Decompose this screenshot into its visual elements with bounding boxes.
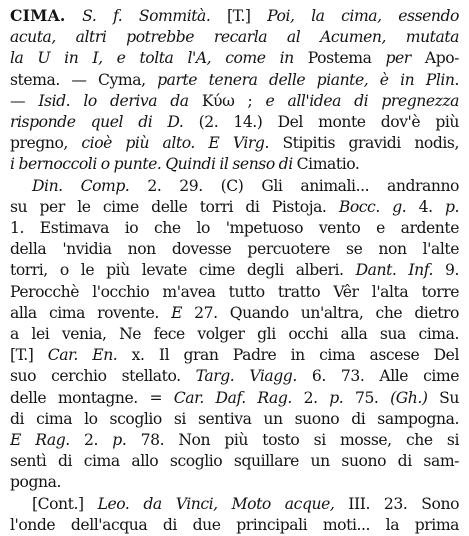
text-line <box>10 239 459 260</box>
text-run: — Isid. lo deriva da <box>10 91 189 110</box>
text-run: Del monte dov'è più <box>277 113 459 132</box>
text-run: su per le cime delle torri di Pistoja. <box>10 197 339 216</box>
text-line <box>10 112 459 133</box>
text-run: acuta, altri potrebbe recarla al Acumen, mutata <box>10 28 459 47</box>
text-run: Apo- <box>410 49 459 68</box>
text-run: 2. <box>291 388 330 407</box>
text-run: p. <box>444 197 459 216</box>
text-run: E <box>171 303 182 322</box>
text-line <box>10 197 459 218</box>
text-line <box>10 303 459 324</box>
text-run: alla cima rovente. <box>10 303 172 322</box>
text-run: suo cerchio stellato. <box>10 367 196 386</box>
text-run: Din. Comp. <box>32 176 130 195</box>
text-run: [T.] <box>210 7 268 25</box>
text-run: Poi, la cima, essendo <box>267 7 459 25</box>
text-run: parte tenera delle piante, è in Plin. <box>157 70 459 89</box>
text-line <box>10 176 459 197</box>
text-run: CIMA. <box>10 6 66 25</box>
text-run: della 'nvidia non dovesse percuotere se non l'alte <box>10 240 459 259</box>
text-line <box>10 154 459 175</box>
text-run: pogna. <box>10 473 61 492</box>
text-run: sentì di cima allo scoglio squillare un suono di sam- <box>10 452 459 471</box>
text-run: Car. En. <box>47 346 118 365</box>
text-line <box>10 5 459 27</box>
text-run: p. <box>329 388 344 407</box>
text-line <box>10 91 459 112</box>
text-run: Su <box>427 388 459 407</box>
text-line <box>10 366 459 387</box>
text-line <box>10 451 459 472</box>
text-line <box>10 27 459 48</box>
text-run: E Rag. <box>10 431 70 450</box>
text-run: III. 23. Sono <box>334 494 459 513</box>
text-line <box>10 324 459 345</box>
text-run: la U in I, e tolta l'A, come in <box>10 49 294 68</box>
text-run: delle montagne. = <box>10 388 174 407</box>
text-run: 2. 29. (C) Gli animali... andranno <box>129 176 459 195</box>
text-run: Κύω ; <box>188 91 266 110</box>
text-line <box>10 260 459 281</box>
text-run <box>66 7 83 25</box>
text-run: Leo. da Vinci, Moto acque, <box>97 494 335 513</box>
text-run: 78. Non più tosto si mosse, che si <box>126 431 459 450</box>
text-run: (Gh.) <box>390 388 428 407</box>
text-run: Cimatio. <box>292 155 360 174</box>
text-run: (2. 14.) <box>183 113 278 132</box>
text-run: S. f. Sommità. <box>82 7 211 25</box>
text-run: x. Il gran Padre in cima ascese Del <box>117 346 459 365</box>
text-line <box>10 494 459 515</box>
text-run: Bocc. g. <box>338 197 407 216</box>
text-line <box>10 218 459 239</box>
text-run: i bernoccoli o punte. Quindi il senso di <box>10 155 293 174</box>
text-line <box>10 70 459 91</box>
text-run: di cima lo scoglio si sentiva un suono di sampogna. <box>10 409 459 428</box>
text-run: 4. <box>406 197 445 216</box>
text-run: Stipitis gravidi nodis, <box>268 134 459 153</box>
text-run: Car. Daf. Rag. <box>173 388 292 407</box>
text-run: a lei venia, Ne fece volger gli occhi alla sua cima. <box>10 325 459 344</box>
text-run: stema. — Cyma, <box>10 70 158 89</box>
text-run: 6. 73. Alle cime <box>296 367 459 386</box>
text-run: 75. <box>343 388 391 407</box>
text-run: 1. Estimava io che lo 'mpetuoso vento e ardente <box>10 219 459 238</box>
entry-continuation <box>10 494 459 536</box>
text-run: pregno, <box>10 134 82 153</box>
text-line <box>10 430 459 451</box>
text-run: torri, o le più levate cime degli alberi. <box>10 261 356 280</box>
text-line <box>10 388 459 409</box>
text-run: per <box>385 49 411 68</box>
text-line <box>10 48 459 69</box>
text-run: l'onde dell'acqua di due principali moti... la prima <box>10 515 459 534</box>
text-run: [Cont.] <box>32 494 98 513</box>
text-run: [T.] <box>10 346 48 365</box>
text-run: 9. <box>433 261 459 280</box>
text-line <box>10 472 459 493</box>
text-run: p. <box>112 431 127 450</box>
text-line <box>10 345 459 366</box>
text-run: 2. <box>69 431 113 450</box>
text-line <box>10 409 459 430</box>
text-run: 27. Quando un'altra, che dietro <box>182 303 459 322</box>
text-line <box>10 282 459 303</box>
text-run: Postema <box>293 49 386 68</box>
text-run: cioè più alto. E Virg. <box>81 134 269 153</box>
entry-definition <box>10 5 459 176</box>
entry-citations <box>10 176 459 494</box>
text-run: Perocchè l'occhio m'avea tutto tratto Vêr l'alta torre <box>10 282 459 301</box>
text-run: e all'idea di pregnezza <box>265 91 459 110</box>
text-line <box>10 133 459 154</box>
text-run: Targ. Viagg. <box>195 367 297 386</box>
text-run: risponde quel di D. <box>10 113 184 132</box>
text-run: Dant. Inf. <box>355 261 433 280</box>
